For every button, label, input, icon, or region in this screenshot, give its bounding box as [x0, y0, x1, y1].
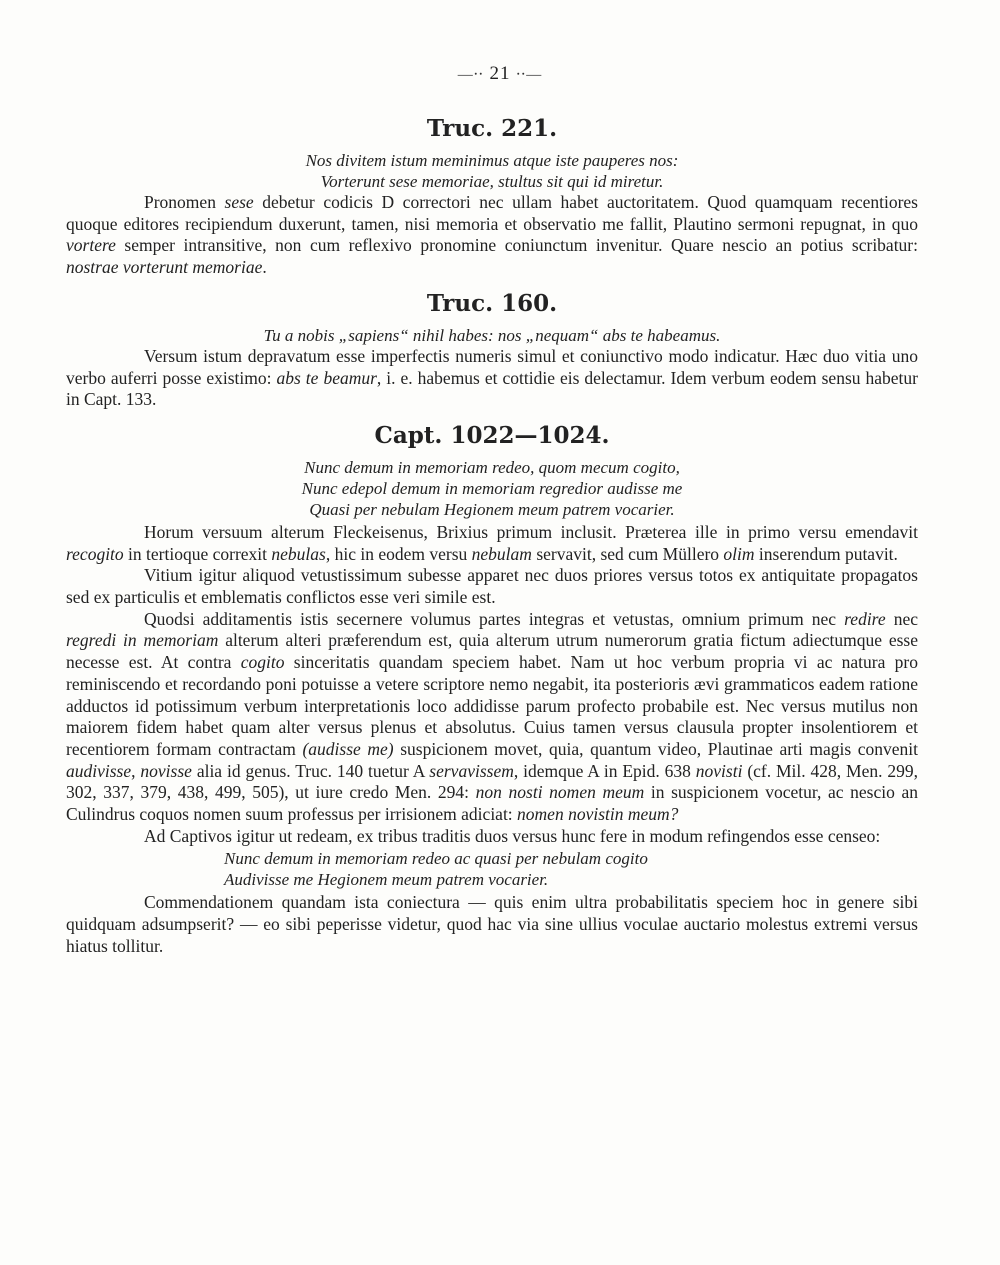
paragraph: Horum versuum alterum Fleckeisenus, Brixius primum inclusit. Præterea ille in primo versu emendavit recogito in tertioque correxit nebulas, hic in eodem versu nebulam servavit, sed cum Müllero olim inserendum putavit. — [66, 521, 918, 564]
italic-term: nebulas — [271, 543, 326, 564]
italic-term: vortere — [66, 235, 116, 256]
verse-line: Nunc demum in memoriam redeo ac quasi per nebulam cogito — [224, 849, 648, 869]
verse-block — [66, 457, 918, 520]
italic-term: cogito — [240, 652, 285, 673]
italic-term: redire — [844, 608, 886, 629]
paragraph: Vitium igitur aliquod vetustissimum subesse apparet nec duos priores versus totos ex antiquitate propagatos sed ex particulis et emblematis conflictos esse veri simile est. — [66, 565, 918, 608]
paragraph: Ad Captivos igitur ut redeam, ex tribus traditis duos versus hunc fere in modum refingendos esse censeo: — [144, 825, 881, 846]
verse-line: Nos divitem istum meminimus atque iste pauperes nos: — [305, 151, 679, 170]
italic-term: sese — [224, 192, 254, 212]
italic-term: nebulam — [471, 543, 532, 564]
section-heading: Capt. 1022—1024. — [374, 421, 610, 449]
left-ornament: —⸱⸱ — [457, 67, 484, 83]
paragraph: Versum istum depravatum esse imperfectis numeris simul et coniunctivo modo indicatur. Hæc duo vitia uno verbo auferri posse existimo: abs te beamur, i. e. habemus et cottidie eis delectamur. Idem verbum eodem sensu habetur in Capt. 133. — [66, 345, 918, 410]
page-number: 21 — [489, 63, 511, 84]
verse-line: Nunc demum in memoriam redeo, quom mecum cogito, — [304, 457, 680, 477]
italic-term: audivisse — [66, 760, 132, 781]
paragraph: Pronomen sese debetur codicis D correctori nec ullam habet auctoritatem. Quod quamquam recentiores quoque editores recipiendum duxerunt, tamen, nisi memoria et observatio me fallit, Plautino sermoni repugnat, in quo vortere semper intransitive, non cum reflexivo pronomine coniunctum invenitur. Quare nescio an potius scribatur: nostrae vorterunt memoriae. — [66, 192, 918, 278]
italic-term: servavissem — [429, 760, 514, 781]
italic-term: regredi in memoriam — [66, 630, 219, 651]
paragraph: Quodsi additamentis istis secernere volumus partes integras et vetustas, omnium primum nec redire nec regredi in memoriam alterum alteri præferendum est, quia alterum utrum numerorum gratia fictum adiectumque esse necesse est. At contra cogito sinceritatis quandam speciem habet. Nam ut hoc verbum propria vi ac natura pro reminiscendo et recordando poni potuisse a vetere scriptore nemo negabit, ita posterioris ævi grammaticos eadem ratione adductos id potissimum verbum interpretationis loco addidisse parum profecto probabile est. Nec versus mutilus non maiorem fidem habet quam alter versus plenus et absolutus. Cuius tamen versus clausula propter insolentiorem et recentiorem formam contractam (audisse me) suspicionem movet, quia, quantum video, Plautinae arti magis convenit audivisse, novisse alia id genus. Truc. 140 tuetur A servavissem, idemque A in Epid. 638 novisti (cf. Mil. 428, Men. 299, 302, 337, 379, 438, 499, 505), ut iure credo Men. 294: non nosti nomen meum in suspicionem vocetur, ac nescio an Culindrus coquos nomen suum professus per irrisionem adiciat: nomen novistin meum? — [66, 608, 919, 825]
verse-line: Audivisse me Hegionem meum patrem vocarier. — [224, 870, 549, 890]
italic-term: nomen novistin meum? — [517, 804, 679, 825]
verse-line: Nunc edepol demum in memoriam regredior audisse me — [301, 478, 683, 498]
closing-verse-block — [66, 848, 918, 890]
page-number-line — [0, 63, 1000, 85]
italic-term: novisti — [695, 760, 743, 781]
italic-term: abs te beamur — [276, 367, 377, 388]
italic-term: novisse — [140, 760, 192, 781]
italic-term: (audisse me) — [302, 738, 394, 759]
italic-term: nostrae vorterunt memoriae — [66, 257, 263, 278]
document-body — [66, 106, 918, 958]
verse-line: Quasi per nebulam Hegionem meum patrem vocarier. — [309, 499, 675, 519]
section-heading: Truc. 221. — [426, 115, 558, 142]
italic-term: olim — [723, 543, 755, 564]
right-ornament: ⸱⸱— — [516, 67, 543, 83]
paragraph: Commendationem quandam ista coniectura — quis enim ultra probabilitatis speciem hoc in genere sibi quidquam adsumpserit? — eo sibi peperisse videtur, quod hac via sine ullius voculae auctario molestus extremi versus hiatus tollitur. — [66, 892, 918, 956]
italic-term: recogito — [66, 543, 124, 564]
section-heading: Truc. 160. — [426, 289, 558, 317]
verse-line: Tu a nobis „sapiens“ nihil habes: nos „nequam“ abs te habeamus. — [263, 325, 721, 345]
verse-line: Vorterunt sese memoriae, stultus sit qui id miretur. — [320, 172, 664, 191]
italic-term: non nosti nomen meum — [475, 782, 645, 803]
